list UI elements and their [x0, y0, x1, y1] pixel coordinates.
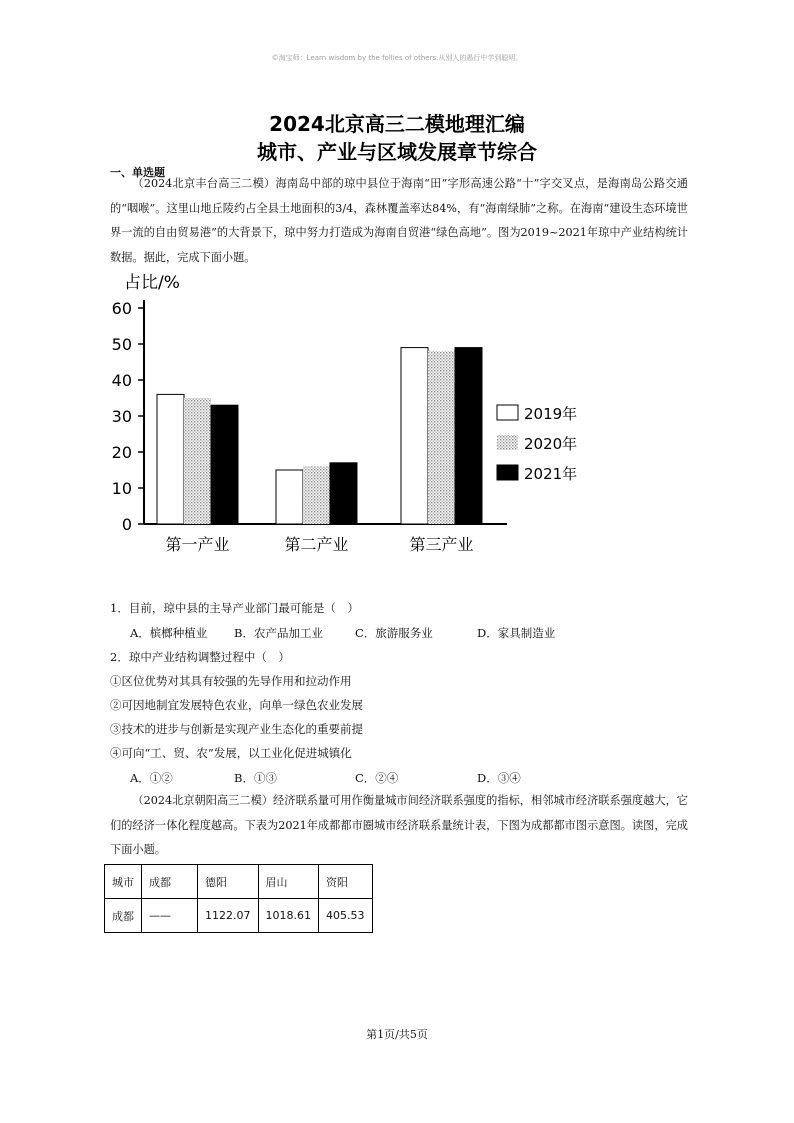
table-header-cell: 德阳: [198, 865, 259, 899]
table-header-cell: 城市: [105, 865, 142, 899]
bar-3-3: [455, 348, 482, 524]
q1-option-b[interactable]: B．农产品加工业: [234, 626, 323, 640]
table-cell: 成都: [105, 899, 142, 933]
bar-1-3: [211, 405, 238, 524]
legend-swatch: [497, 405, 518, 420]
q1-option-c[interactable]: C．旅游服务业: [355, 626, 433, 640]
table-header-cell: 成都: [142, 865, 198, 899]
economic-link-table: [104, 864, 373, 933]
table-row: [105, 899, 373, 933]
bar-2-2: [303, 466, 330, 524]
bar-2-3: [330, 463, 357, 524]
x-category-label: 第一产业: [165, 535, 230, 554]
y-tick-label: 20: [111, 443, 132, 462]
y-tick-label: 0: [121, 515, 132, 534]
table-header-cell: 眉山: [258, 865, 319, 899]
q2-option-a[interactable]: A．①②: [130, 771, 173, 785]
question-1-stem: 1．目前，琼中县的主导产业部门最可能是（ ）: [110, 601, 359, 615]
q1-option-d[interactable]: D．家具制造业: [477, 626, 556, 640]
table-header-row: [105, 865, 373, 899]
x-category-label: 第三产业: [409, 535, 474, 554]
table-cell: 1018.61: [258, 899, 319, 933]
bar-1-2: [184, 398, 211, 524]
bar-1-1: [157, 394, 184, 524]
y-tick-label: 10: [111, 479, 132, 498]
legend-label: 2020年: [524, 435, 578, 453]
legend-swatch: [497, 465, 518, 480]
y-axis-label: 占比/%: [124, 273, 180, 293]
y-tick-label: 40: [111, 371, 132, 390]
table-cell: ——: [142, 899, 198, 933]
q2-option-b[interactable]: B．①③: [234, 771, 277, 785]
q2-statement-4: ④可向“工、贸、农”发展，以工业化促进城镇化: [110, 746, 352, 760]
passage-1: （2024北京丰台高三二模）海南岛中部的琼中县位于海南“田”字形高速公路“十”字交叉点，是海南岛公路交通的“咽喉”。这里山地丘陵约占全县土地面积的3/4，森林覆盖率达84%，有“海南绿肺”之称。在海南“建设生态环境世界一流的自由贸易港”的大背景下，琼中努力打造成为海南自贸港“绿色高地”。图为2019~2021年琼中产业结构统计数据。据此，完成下面小题。: [110, 177, 688, 264]
table-cell: 1122.07: [198, 899, 259, 933]
section-label: 一、单选题: [110, 166, 165, 179]
document-title: 2024北京高三二模地理汇编: [269, 112, 525, 136]
table-cell: 405.53: [319, 899, 373, 933]
industry-structure-chart: [104, 268, 578, 568]
legend-label: 2021年: [524, 465, 578, 483]
q2-statement-2: ②可因地制宜发展特色农业，向单一绿色农业发展: [110, 698, 363, 712]
bar-3-1: [401, 348, 428, 524]
y-tick-label: 50: [111, 335, 132, 354]
legend-swatch: [497, 435, 518, 450]
bar-2-1: [276, 470, 303, 524]
q2-option-d[interactable]: D．③④: [477, 771, 521, 785]
page-footer: 第1页/共5页: [366, 1028, 428, 1041]
passage-2: （2024北京朝阳高三二模）经济联系量可用作衡量城市间经济联系强度的指标，相邻城市经济联系强度越大，它们的经济一体化程度越高。下表为2021年成都都市圈城市经济联系量统计表，下图为成都都市图示意图。读图，完成下面小题。: [110, 794, 688, 856]
watermark: ©淘宝师：Learn wisdom by the follies of others.从别人的愚行中学到聪明。: [271, 54, 523, 62]
y-tick-label: 30: [111, 407, 132, 426]
q2-statement-1: ①区位优势对其具有较强的先导作用和拉动作用: [110, 674, 352, 688]
q2-option-c[interactable]: C．②④: [355, 771, 399, 785]
document-subtitle: 城市、产业与区域发展章节综合: [257, 140, 537, 164]
bar-3-2: [428, 351, 455, 524]
q1-option-a[interactable]: A．槟榔种植业: [130, 626, 208, 640]
x-category-label: 第二产业: [284, 535, 349, 554]
q2-statement-3: ③技术的进步与创新是实现产业生态化的重要前提: [110, 722, 363, 736]
question-2-stem: 2．琼中产业结构调整过程中（ ）: [110, 650, 290, 664]
table-header-cell: 资阳: [319, 865, 373, 899]
y-tick-label: 60: [111, 299, 132, 318]
legend-label: 2019年: [524, 405, 578, 423]
